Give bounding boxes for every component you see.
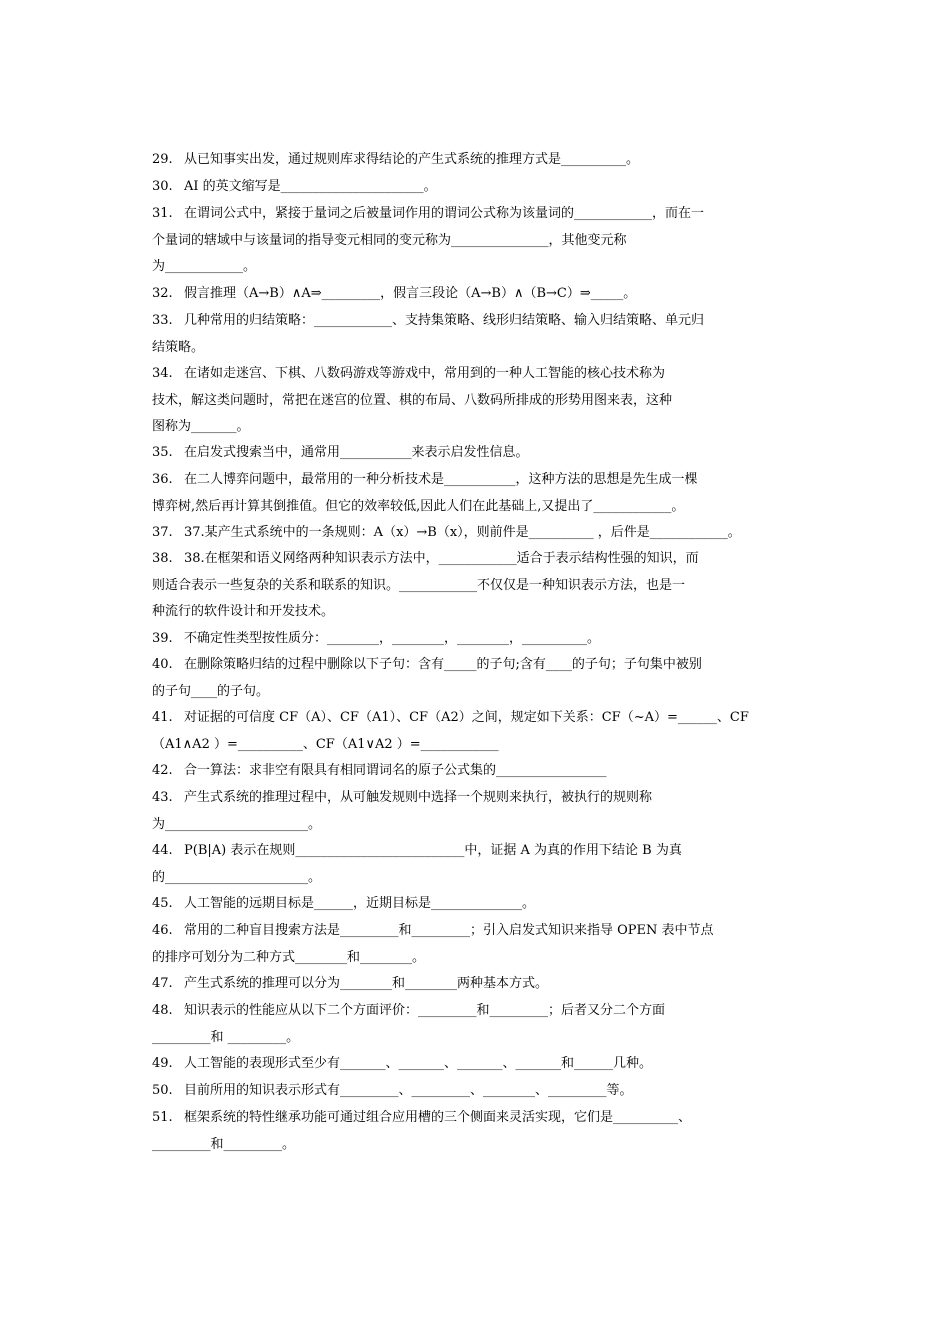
question-number: 37.: [152, 525, 173, 540]
question-text-line: 博弈树,然后再计算其倒推值。但它的效率较低,因此人们在此基础上,又提出了____________。: [152, 498, 685, 514]
question-number: 41.: [152, 710, 173, 725]
question-text-line: 38.在框架和语义网络两种知识表示方法中，____________适合于表示结构性强的知识，而: [184, 551, 699, 566]
question-text-line: 常用的二种盲目搜索方法是_________和_________；引入启发式知识来指导 OPEN 表中节点: [184, 923, 714, 938]
question-text-line: _________和_________。: [152, 1136, 296, 1152]
question-30: [152, 174, 802, 201]
question-35: [152, 440, 802, 467]
question-number: 40.: [152, 657, 173, 672]
question-text-line: 知识表示的性能应从以下二个方面评价：_________和_________；后者又分二个方面: [184, 1003, 666, 1018]
question-number: 51.: [152, 1110, 173, 1125]
question-text-line: 图称为_______。: [152, 419, 250, 434]
question-number: 42.: [152, 763, 173, 778]
question-text-line: 产生式系统的推理可以分为________和________两种基本方式。: [184, 976, 549, 991]
question-38: [152, 546, 802, 626]
question-number: 49.: [152, 1056, 173, 1071]
question-number: 35.: [152, 445, 173, 460]
question-text-line: 产生式系统的推理过程中，从可触发规则中选择一个规则来执行，被执行的规则称: [184, 790, 653, 805]
question-number: 45.: [152, 896, 173, 911]
question-number: 29.: [152, 152, 173, 167]
question-number: 38.: [152, 551, 173, 566]
question-number: 32.: [152, 286, 173, 301]
question-39: [152, 626, 802, 653]
question-number: 50.: [152, 1083, 173, 1098]
question-text-line: 对证据的可信度 CF（A）、CF（A1）、CF（A2）之间，规定如下关系：CF（~A）=______、CF: [184, 710, 749, 725]
question-text-line: 不确定性类型按性质分：________，________，________，__________。: [184, 631, 601, 646]
question-41: [152, 705, 802, 758]
question-number: 33.: [152, 313, 173, 328]
question-42: [152, 758, 802, 785]
question-29: [152, 147, 802, 174]
question-number: 46.: [152, 923, 173, 938]
question-number: 47.: [152, 976, 173, 991]
question-text-line: 目前所用的知识表示形式有_________、_________、________、_________等。: [184, 1083, 633, 1098]
question-text-line: 在二人博弈问题中，最常用的一种分析技术是___________，这种方法的思想是先生成一棵: [184, 472, 698, 487]
question-34: [152, 361, 802, 441]
question-text-line: P(B|A) 表示在规则__________________________中，证据 A 为真的作用下结论 B 为真: [184, 843, 682, 858]
question-text-line: AI 的英文缩写是______________________。: [184, 179, 437, 194]
question-number: 39.: [152, 631, 173, 646]
question-text-line: 从已知事实出发，通过规则库求得结论的产生式系统的推理方式是__________。: [184, 152, 640, 167]
question-43: [152, 785, 802, 838]
question-number: 30.: [152, 179, 173, 194]
question-51: [152, 1105, 802, 1158]
question-text-line: _________和 _________。: [152, 1029, 300, 1045]
question-text-line: 则适合表示一些复杂的关系和联系的知识。____________不仅仅是一种知识表示方法，也是一: [152, 577, 686, 593]
question-text-line: 技术，解这类问题时，常把在迷宫的位置、棋的布局、八数码所排成的形势用图来表，这种: [152, 392, 673, 408]
question-text-line: （A1∧A2 ）=__________、CF（A1∨A2 ）=____________: [152, 736, 499, 752]
question-number: 43.: [152, 790, 173, 805]
question-text-line: 人工智能的远期目标是______，近期目标是______________。: [184, 896, 536, 911]
question-text-line: 的子句____的子句。: [152, 683, 270, 699]
question-44: [152, 838, 802, 891]
question-45: [152, 891, 802, 918]
question-text-line: 结策略。: [152, 339, 205, 355]
question-text-line: 在诸如走迷宫、下棋、八数码游戏等游戏中，常用到的一种人工智能的核心技术称为: [184, 366, 666, 381]
question-49: [152, 1051, 802, 1078]
question-text-line: 在删除策略归结的过程中删除以下子句：含有_____的子句;含有____的子句；子句集中被别: [184, 657, 702, 672]
question-31: [152, 201, 802, 281]
question-text-line: 种流行的软件设计和开发技术。: [152, 604, 335, 619]
question-number: 31.: [152, 206, 173, 221]
question-36: [152, 467, 802, 520]
question-text-line: 37.某产生式系统中的一条规则：A（x）→B（x），则前件是__________ ，后件是____________。: [184, 525, 741, 540]
question-40: [152, 652, 802, 705]
question-text-line: 框架系统的特性继承功能可通过组合应用槽的三个侧面来灵活实现，它们是__________、: [184, 1110, 692, 1125]
question-number: 36.: [152, 472, 173, 487]
question-number: 34.: [152, 366, 173, 381]
question-text-line: 人工智能的表现形式至少有_______、_______、_______、_______和______几种。: [184, 1056, 653, 1071]
question-32: [152, 281, 802, 308]
question-text-line: 在启发式搜索当中，通常用___________来表示启发性信息。: [184, 445, 529, 460]
question-text-line: 在谓词公式中，紧接于量词之后被量词作用的谓词公式称为该量词的____________，而在一: [184, 206, 705, 221]
question-50: [152, 1078, 802, 1105]
question-number: 44.: [152, 843, 173, 858]
question-48: [152, 998, 802, 1051]
question-37: [152, 520, 802, 547]
question-33: [152, 308, 802, 361]
question-text-line: 为____________。: [152, 259, 257, 274]
question-text-line: 假言推理（A→B）∧A⇒_________，假言三段论（A→B）∧（B→C）⇒_____。: [184, 286, 637, 301]
question-46: [152, 918, 802, 971]
question-text-line: 几种常用的归结策略：____________、支持集策略、线形归结策略、输入归结策略、单元归: [184, 313, 705, 328]
question-47: [152, 971, 802, 998]
question-text-line: 的排序可划分为二种方式________和________。: [152, 949, 426, 965]
question-text-line: 个量词的辖域中与该量词的指导变元相同的变元称为_______________，其他变元称: [152, 232, 627, 248]
question-text-line: 为______________________。: [152, 816, 322, 832]
question-text-line: 合一算法：求非空有限具有相同谓词名的原子公式集的_________________: [184, 763, 607, 778]
question-text-line: 的______________________。: [152, 869, 322, 885]
question-number: 48.: [152, 1003, 173, 1018]
